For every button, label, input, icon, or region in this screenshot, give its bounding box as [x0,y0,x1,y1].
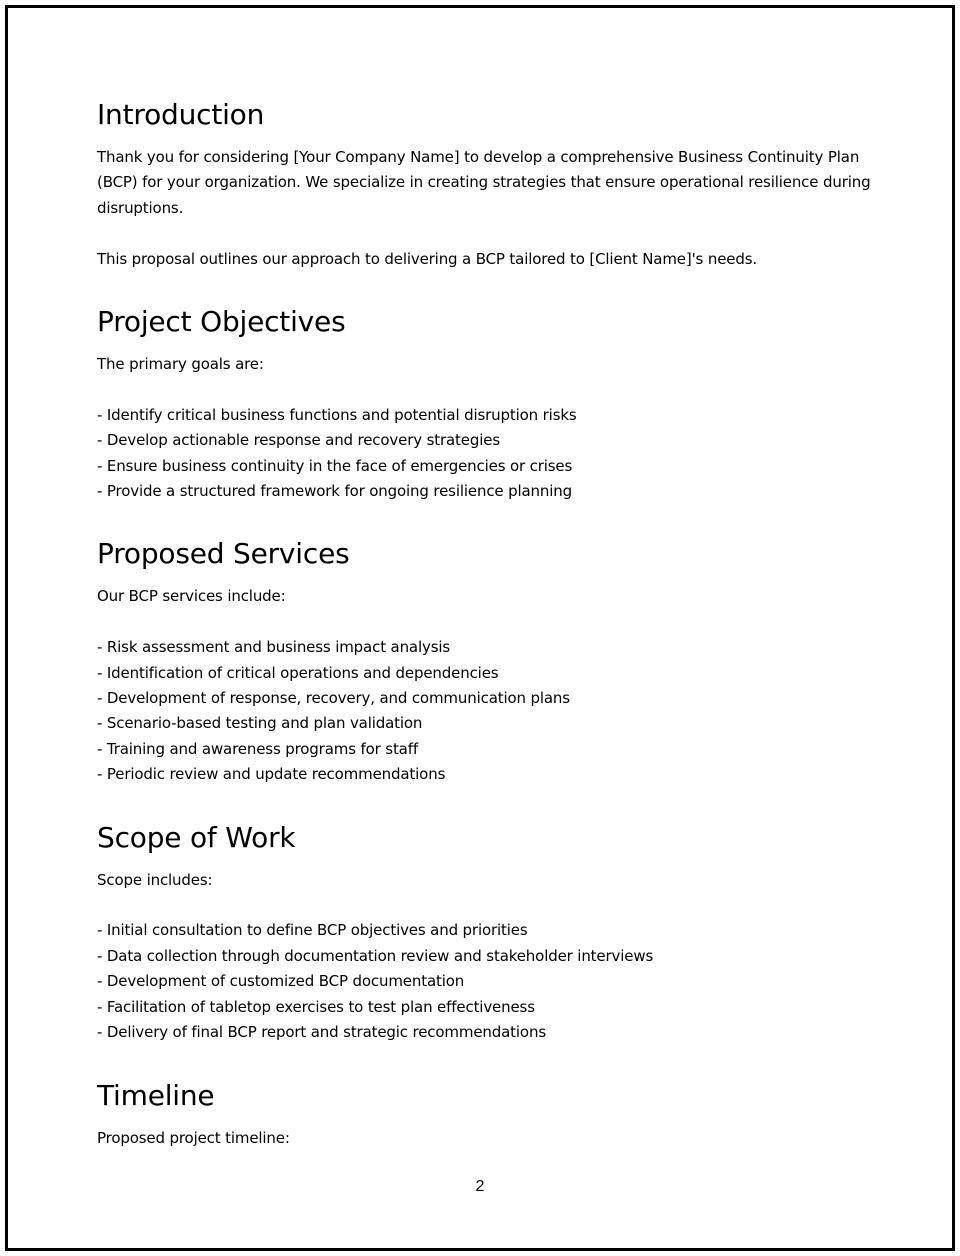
list-item: - Data collection through documentation review and stakeholder interviews [97,946,654,965]
list-item: - Development of customized BCP documentation [97,972,465,991]
list-item: - Development of response, recovery, and communication plans [97,689,570,708]
objectives-lead: The primary goals are: [97,355,264,374]
list-item: - Training and awareness programs for staff [97,739,418,758]
list-item: - Identify critical business functions and potential disruption risks [97,405,577,424]
section-scope [97,818,877,1046]
intro-paragraph-2: This proposal outlines our approach to delivering a BCP tailored to [Client Name]'s needs. [97,249,758,268]
heading-objectives: Project Objectives [97,305,346,339]
document-body [97,95,877,1151]
scope-lead: Scope includes: [97,870,213,889]
intro-paragraph-1: Thank you for considering [Your Company Name] to develop a comprehensive Business Continuity Plan (BCP) for your organization. We specialize in creating strategies that ensure operational resilience during disruptions. [97,148,871,217]
heading-timeline: Timeline [97,1078,215,1112]
section-services [97,534,877,787]
page-number: 2 [475,1178,485,1195]
list-item: - Provide a structured framework for ongoing resilience planning [97,482,572,501]
services-lead: Our BCP services include: [97,587,286,606]
list-item: - Develop actionable response and recovery strategies [97,431,500,450]
list-item: - Periodic review and update recommendations [97,765,446,784]
list-item: - Risk assessment and business impact analysis [97,638,451,657]
list-item: - Ensure business continuity in the face of emergencies or crises [97,456,573,475]
list-item: - Scenario-based testing and plan validation [97,714,423,733]
section-timeline [97,1076,877,1151]
list-item: - Initial consultation to define BCP objectives and priorities [97,921,528,940]
list-item: - Delivery of final BCP report and strategic recommendations [97,1023,546,1042]
heading-services: Proposed Services [97,537,350,571]
section-objectives [97,302,877,504]
list-item: - Facilitation of tabletop exercises to test plan effectiveness [97,997,535,1016]
heading-scope: Scope of Work [97,820,296,854]
heading-introduction: Introduction [97,98,265,131]
timeline-lead: Proposed project timeline: [97,1128,290,1147]
section-introduction [97,95,877,272]
list-item: - Identification of critical operations and dependencies [97,663,499,682]
